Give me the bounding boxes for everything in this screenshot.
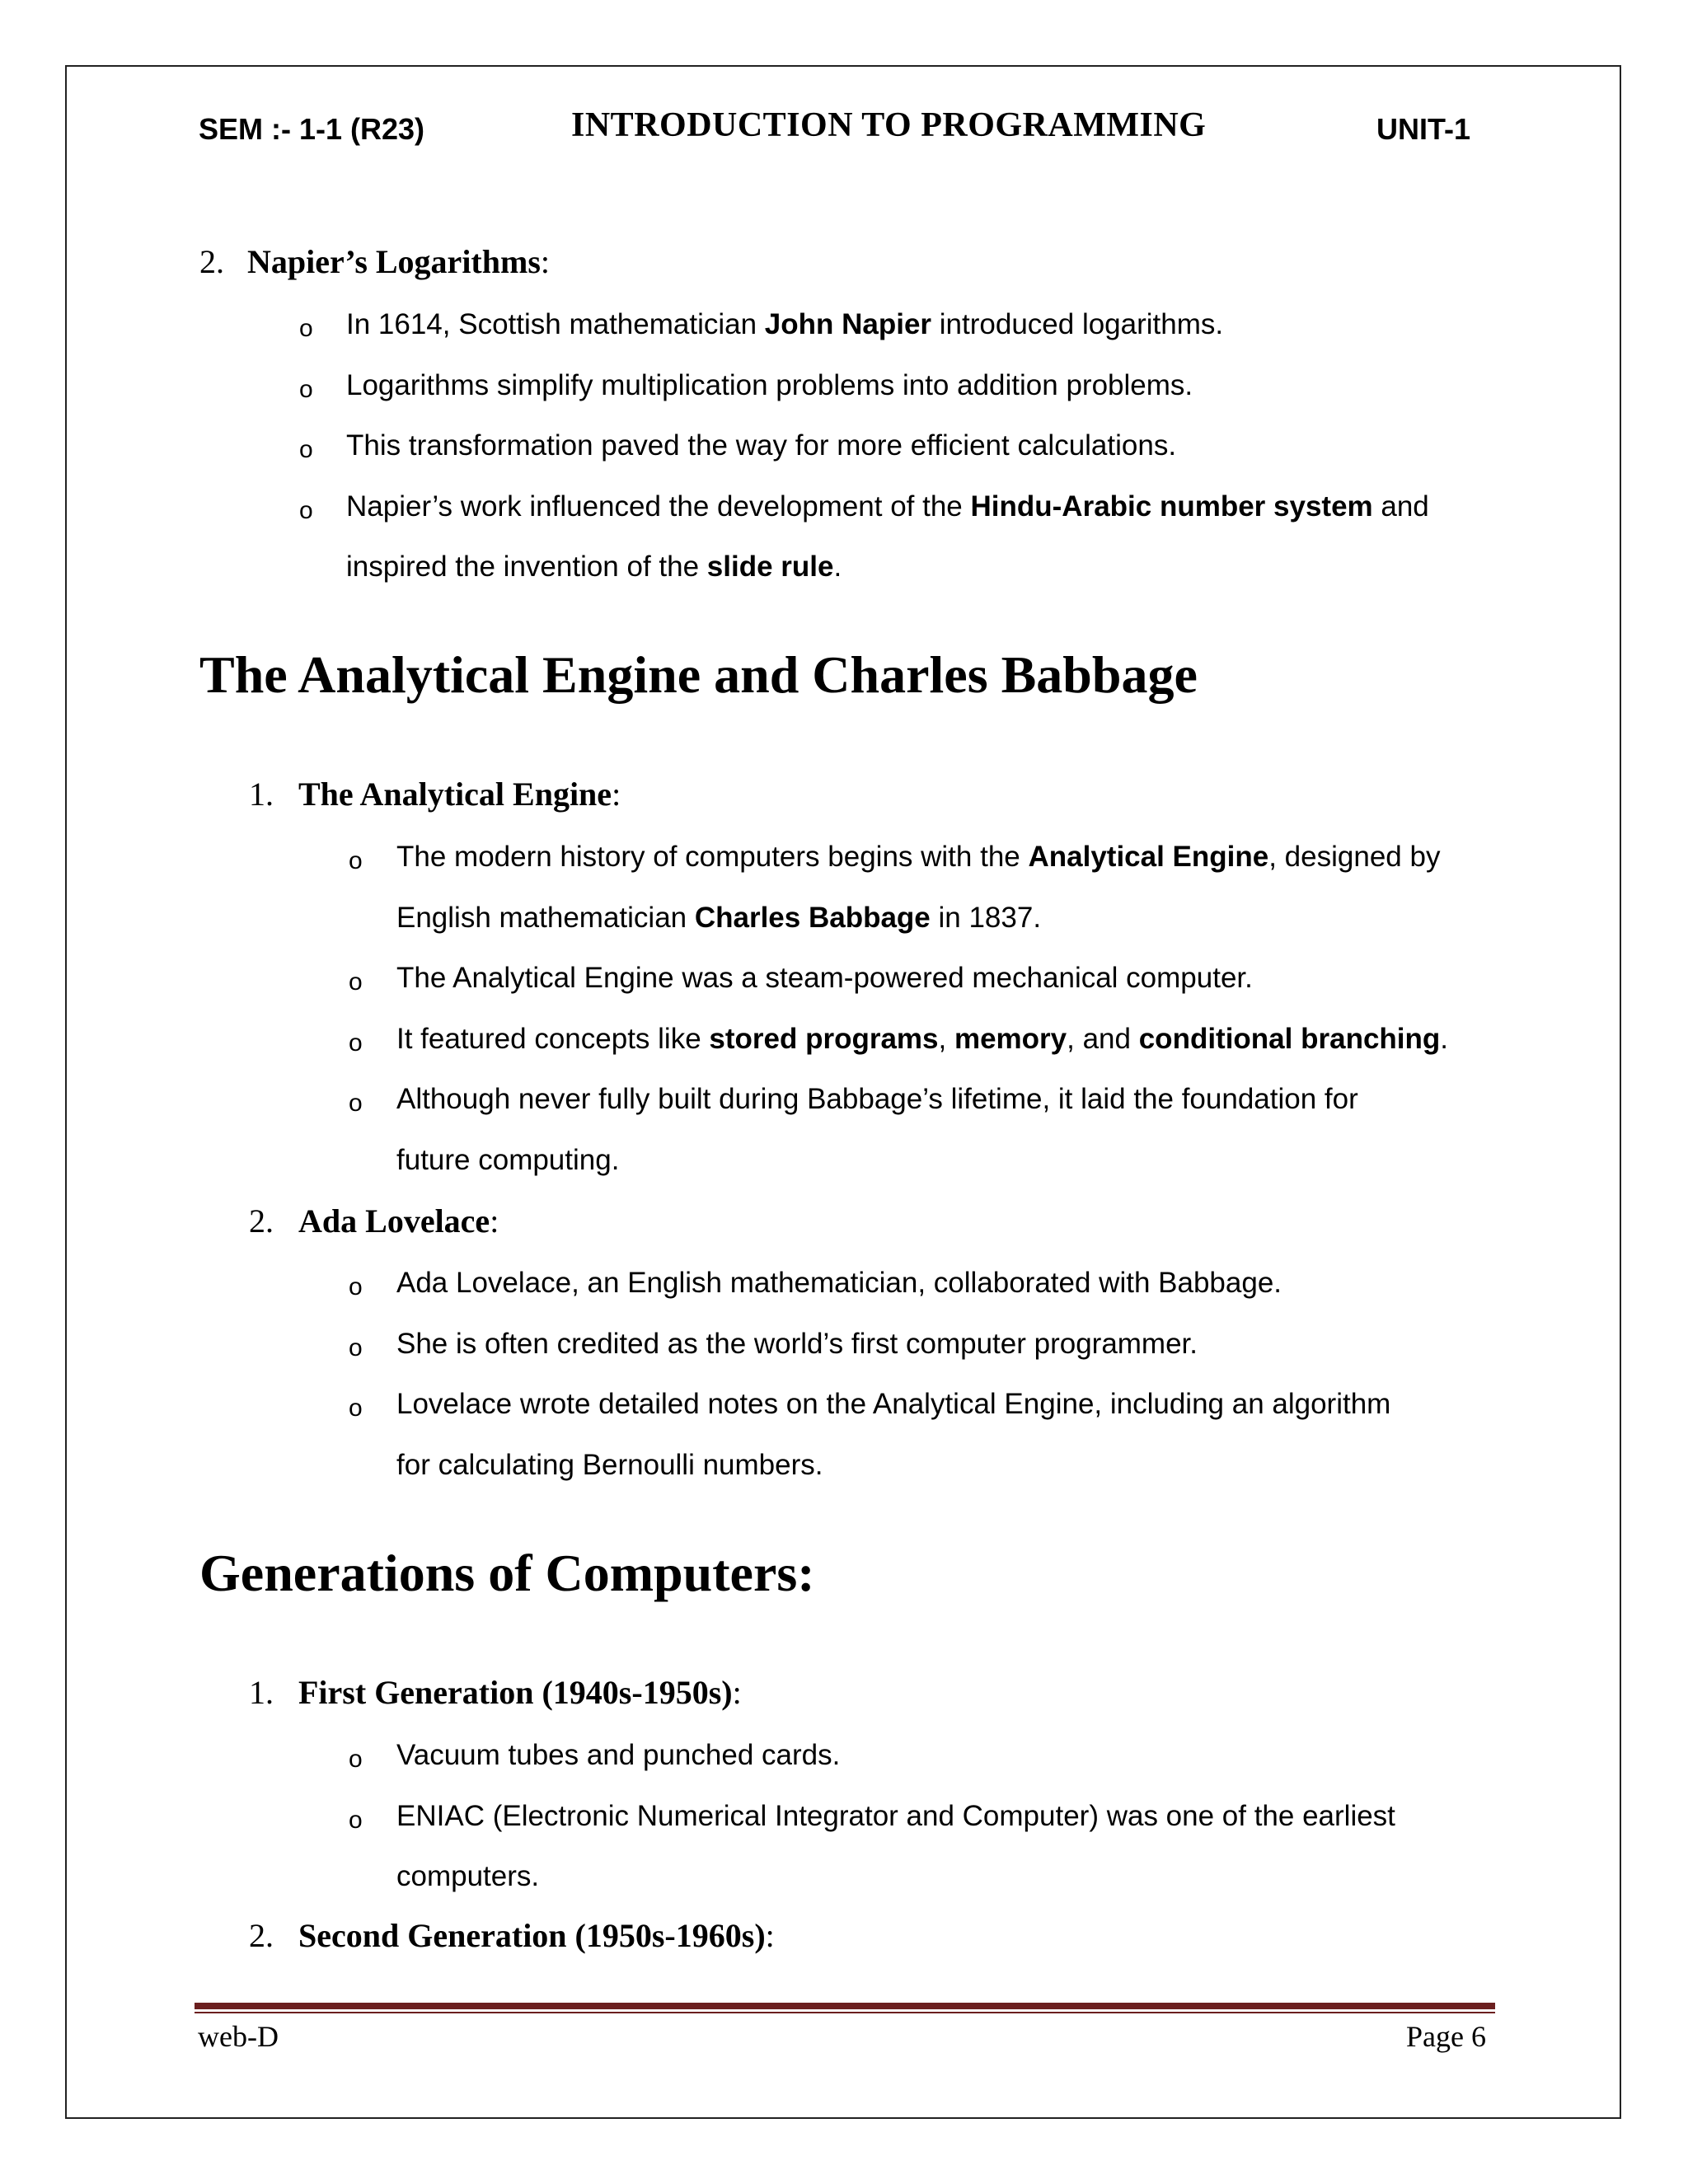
bullet-icon: o (349, 847, 363, 874)
napier-bullet-1: In 1614, Scottish mathematician John Napier introduced logarithms. (346, 308, 1224, 340)
bullet-icon: o (349, 1807, 363, 1834)
bullet-icon: o (299, 436, 313, 463)
babbage-item-1-line-2: English mathematician Charles Babbage in 1837. (396, 902, 1042, 934)
bullet-icon: o (349, 1273, 363, 1301)
babbage-item-2-line-2: She is often credited as the world’s first computer programmer. (396, 1328, 1198, 1360)
babbage-item-1-line-3: The Analytical Engine was a steam-powered mechanical computer. (396, 962, 1253, 994)
generation-1-number: 1. (249, 1674, 274, 1711)
bullet-icon: o (349, 1746, 363, 1773)
section-heading-babbage: The Analytical Engine and Charles Babbage (199, 645, 1198, 704)
header-unit: UNIT-1 (1376, 112, 1471, 146)
bullet-icon: o (299, 497, 313, 524)
napier-title: Napier’s Logarithms: (247, 243, 551, 280)
generation-1-line-1: Vacuum tubes and punched cards. (396, 1739, 841, 1771)
section-heading-generations: Generations of Computers: (199, 1544, 815, 1602)
babbage-item-1-title: The Analytical Engine: (298, 776, 621, 813)
generation-1-line-3: computers. (396, 1860, 540, 1892)
generation-2-number: 2. (249, 1917, 274, 1954)
header-semester: SEM :- 1-1 (R23) (199, 112, 425, 146)
babbage-item-1-line-1: The modern history of computers begins with the Analytical Engine, designed by (396, 841, 1441, 873)
napier-bullet-4: Napier’s work influenced the development of the Hindu-Arabic number system and (346, 490, 1429, 523)
bullet-icon: o (349, 1029, 363, 1057)
footer-left-text: web-D (198, 2020, 279, 2053)
napier-bullet-3: This transformation paved the way for more efficient calculations. (346, 429, 1177, 462)
bullet-icon: o (299, 315, 313, 342)
bullet-icon: o (349, 1334, 363, 1361)
babbage-item-2-line-4: for calculating Bernoulli numbers. (396, 1449, 823, 1481)
babbage-item-2-line-3: Lovelace wrote detailed notes on the Analytical Engine, including an algorithm (396, 1388, 1391, 1420)
generation-1-title: First Generation (1940s-1950s): (298, 1674, 742, 1711)
babbage-item-2-line-1: Ada Lovelace, an English mathematician, collaborated with Babbage. (396, 1267, 1282, 1299)
babbage-item-2-number: 2. (249, 1202, 274, 1240)
generation-1-line-2: ENIAC (Electronic Numerical Integrator and Computer) was one of the earliest (396, 1800, 1395, 1832)
generation-2-title: Second Generation (1950s-1960s): (298, 1917, 775, 1954)
babbage-item-1-line-6: future computing. (396, 1144, 620, 1176)
napier-number: 2. (199, 243, 224, 280)
bullet-icon: o (349, 1090, 363, 1117)
bullet-icon: o (299, 376, 313, 403)
header-subject: INTRODUCTION TO PROGRAMMING (571, 106, 1207, 144)
babbage-item-1-line-4: It featured concepts like stored programs, memory, and conditional branching. (396, 1023, 1449, 1055)
footer-rule-thin (195, 2012, 1495, 2013)
footer-rule (195, 2003, 1495, 2009)
page-number: Page 6 (1406, 2020, 1486, 2053)
babbage-item-2-title: Ada Lovelace: (298, 1202, 499, 1240)
babbage-item-1-number: 1. (249, 776, 274, 813)
babbage-item-1-line-5: Although never fully built during Babbage’s lifetime, it laid the foundation for (396, 1083, 1358, 1115)
bullet-icon: o (349, 968, 363, 996)
bullet-icon: o (349, 1394, 363, 1422)
napier-bullet-2: Logarithms simplify multiplication problems into addition problems. (346, 369, 1193, 401)
napier-bullet-4-cont: inspired the invention of the slide rule. (346, 551, 842, 583)
